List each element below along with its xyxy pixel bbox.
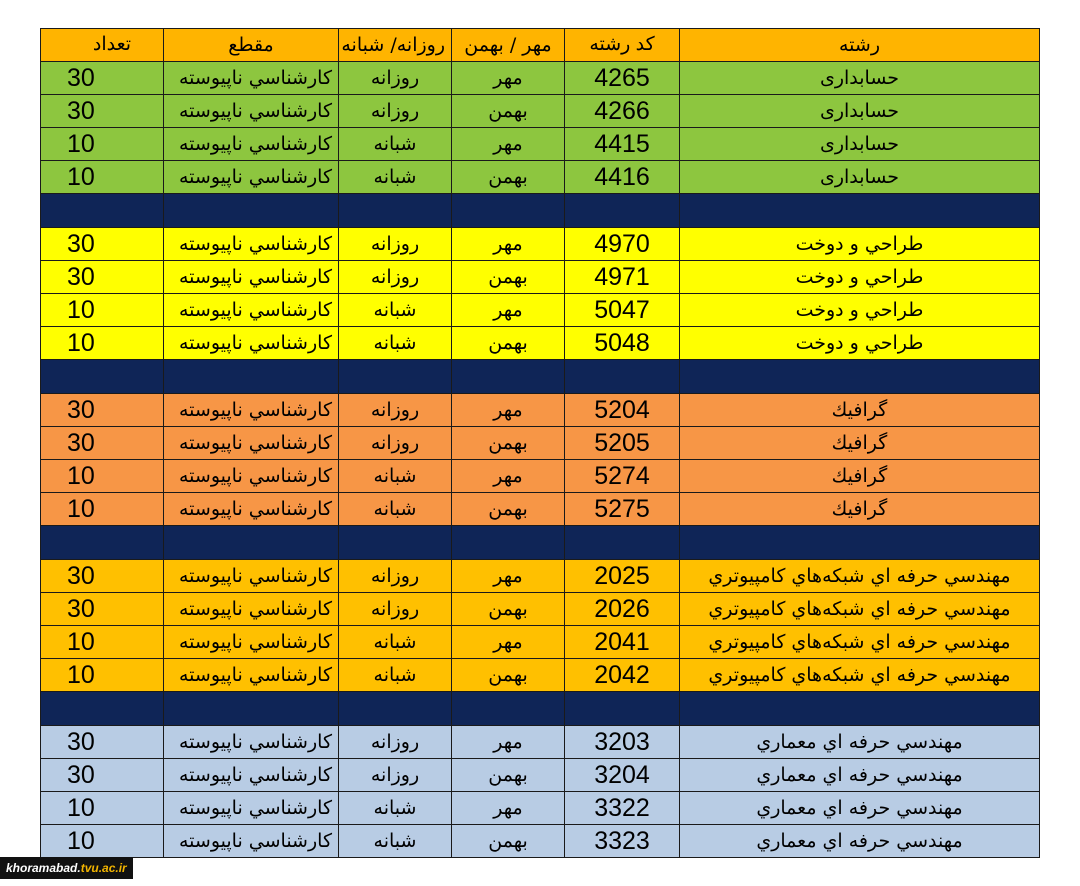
group-separator-row xyxy=(41,526,1040,560)
cell-count: 10 xyxy=(41,327,164,360)
cell-semester: بهمن xyxy=(452,261,565,294)
cell-semester: مهر xyxy=(452,626,565,659)
watermark-prefix: khoramabad. xyxy=(6,861,81,875)
separator-cell xyxy=(565,692,680,726)
cell-shift: روزانه xyxy=(339,726,452,759)
separator-cell xyxy=(164,194,339,228)
cell-count: 10 xyxy=(41,493,164,526)
cell-code: 4265 xyxy=(565,62,680,95)
table-row xyxy=(41,792,1040,825)
table-row xyxy=(41,593,1040,626)
cell-shift: روزانه xyxy=(339,394,452,427)
cell-field: مهندسي حرفه اي معماري xyxy=(680,792,1040,825)
cell-field: طراحي و دوخت xyxy=(680,228,1040,261)
cell-code: 5047 xyxy=(565,294,680,327)
separator-cell xyxy=(41,360,164,394)
cell-shift: روزانه xyxy=(339,593,452,626)
cell-count: 10 xyxy=(41,128,164,161)
cell-code: 3203 xyxy=(565,726,680,759)
cell-field: گرافيك xyxy=(680,493,1040,526)
header-semester: مهر / بهمن xyxy=(452,29,565,62)
cell-semester: بهمن xyxy=(452,659,565,692)
header-field: رشته xyxy=(680,29,1040,62)
cell-level: كارشناسي ناپيوسته xyxy=(164,128,339,161)
cell-field: گرافيك xyxy=(680,394,1040,427)
cell-count: 30 xyxy=(41,394,164,427)
header-code: کد رشته xyxy=(565,29,680,62)
cell-count: 30 xyxy=(41,261,164,294)
cell-field: مهندسي حرفه اي معماري xyxy=(680,825,1040,858)
cell-level: كارشناسي ناپيوسته xyxy=(164,759,339,792)
cell-field: حسابداری xyxy=(680,62,1040,95)
cell-code: 5048 xyxy=(565,327,680,360)
watermark-domain: tvu.ac.ir xyxy=(80,861,127,875)
group-separator-row xyxy=(41,194,1040,228)
cell-semester: بهمن xyxy=(452,759,565,792)
cell-count: 10 xyxy=(41,161,164,194)
cell-code: 4971 xyxy=(565,261,680,294)
cell-field: مهندسي حرفه اي شبكه‌هاي كامپيوتري xyxy=(680,593,1040,626)
cell-shift: شبانه xyxy=(339,659,452,692)
separator-cell xyxy=(565,360,680,394)
site-watermark xyxy=(0,857,133,879)
cell-code: 5204 xyxy=(565,394,680,427)
separator-cell xyxy=(452,692,565,726)
separator-cell xyxy=(452,526,565,560)
cell-shift: شبانه xyxy=(339,493,452,526)
cell-semester: بهمن xyxy=(452,327,565,360)
cell-level: كارشناسي ناپيوسته xyxy=(164,427,339,460)
cell-field: طراحي و دوخت xyxy=(680,261,1040,294)
cell-field: گرافيك xyxy=(680,427,1040,460)
cell-shift: روزانه xyxy=(339,228,452,261)
cell-count: 10 xyxy=(41,792,164,825)
cell-shift: شبانه xyxy=(339,792,452,825)
cell-level: كارشناسي ناپيوسته xyxy=(164,394,339,427)
cell-level: كارشناسي ناپيوسته xyxy=(164,593,339,626)
table-row xyxy=(41,726,1040,759)
cell-shift: شبانه xyxy=(339,825,452,858)
cell-count: 30 xyxy=(41,228,164,261)
table-row xyxy=(41,294,1040,327)
cell-level: كارشناسي ناپيوسته xyxy=(164,659,339,692)
separator-cell xyxy=(41,526,164,560)
separator-cell xyxy=(452,360,565,394)
admissions-table-body xyxy=(41,29,1040,858)
cell-level: كارشناسي ناپيوسته xyxy=(164,261,339,294)
cell-level: كارشناسي ناپيوسته xyxy=(164,493,339,526)
table-row xyxy=(41,128,1040,161)
cell-count: 30 xyxy=(41,62,164,95)
cell-semester: بهمن xyxy=(452,593,565,626)
header-count: تعداد xyxy=(41,29,164,62)
separator-cell xyxy=(680,526,1040,560)
cell-semester: مهر xyxy=(452,394,565,427)
cell-level: كارشناسي ناپيوسته xyxy=(164,460,339,493)
separator-cell xyxy=(164,526,339,560)
cell-code: 2025 xyxy=(565,560,680,593)
cell-semester: مهر xyxy=(452,460,565,493)
cell-field: گرافيك xyxy=(680,460,1040,493)
cell-field: طراحي و دوخت xyxy=(680,327,1040,360)
cell-semester: مهر xyxy=(452,726,565,759)
cell-level: كارشناسي ناپيوسته xyxy=(164,161,339,194)
table-row xyxy=(41,659,1040,692)
separator-cell xyxy=(339,360,452,394)
cell-code: 3322 xyxy=(565,792,680,825)
cell-field: حسابداری xyxy=(680,95,1040,128)
separator-cell xyxy=(680,360,1040,394)
cell-semester: مهر xyxy=(452,792,565,825)
cell-semester: بهمن xyxy=(452,427,565,460)
cell-shift: شبانه xyxy=(339,626,452,659)
cell-field: مهندسي حرفه اي شبكه‌هاي كامپيوتري xyxy=(680,560,1040,593)
cell-level: كارشناسي ناپيوسته xyxy=(164,95,339,128)
cell-count: 30 xyxy=(41,726,164,759)
cell-level: كارشناسي ناپيوسته xyxy=(164,825,339,858)
separator-cell xyxy=(452,194,565,228)
cell-count: 30 xyxy=(41,759,164,792)
cell-count: 30 xyxy=(41,560,164,593)
cell-code: 2041 xyxy=(565,626,680,659)
cell-level: كارشناسي ناپيوسته xyxy=(164,560,339,593)
separator-cell xyxy=(164,692,339,726)
table-row xyxy=(41,261,1040,294)
separator-cell xyxy=(565,194,680,228)
cell-semester: مهر xyxy=(452,294,565,327)
cell-level: كارشناسي ناپيوسته xyxy=(164,62,339,95)
table-row xyxy=(41,460,1040,493)
group-separator-row xyxy=(41,360,1040,394)
table-row xyxy=(41,626,1040,659)
cell-shift: روزانه xyxy=(339,62,452,95)
cell-count: 30 xyxy=(41,95,164,128)
cell-code: 5274 xyxy=(565,460,680,493)
cell-code: 4416 xyxy=(565,161,680,194)
cell-field: حسابداری xyxy=(680,128,1040,161)
cell-level: كارشناسي ناپيوسته xyxy=(164,294,339,327)
cell-semester: بهمن xyxy=(452,95,565,128)
table-row xyxy=(41,759,1040,792)
table-row xyxy=(41,327,1040,360)
table-row xyxy=(41,228,1040,261)
separator-cell xyxy=(339,194,452,228)
cell-level: كارشناسي ناپيوسته xyxy=(164,228,339,261)
header-row xyxy=(41,29,1040,62)
table-row xyxy=(41,394,1040,427)
cell-code: 3204 xyxy=(565,759,680,792)
cell-code: 2026 xyxy=(565,593,680,626)
cell-code: 2042 xyxy=(565,659,680,692)
separator-cell xyxy=(680,194,1040,228)
cell-count: 30 xyxy=(41,593,164,626)
table-row xyxy=(41,825,1040,858)
cell-shift: روزانه xyxy=(339,95,452,128)
table-row xyxy=(41,427,1040,460)
separator-cell xyxy=(41,692,164,726)
header-shift: روزانه/ شبانه xyxy=(339,29,452,62)
cell-count: 10 xyxy=(41,825,164,858)
cell-semester: بهمن xyxy=(452,825,565,858)
cell-code: 4415 xyxy=(565,128,680,161)
cell-level: كارشناسي ناپيوسته xyxy=(164,327,339,360)
cell-code: 5205 xyxy=(565,427,680,460)
cell-field: طراحي و دوخت xyxy=(680,294,1040,327)
cell-count: 10 xyxy=(41,659,164,692)
cell-shift: روزانه xyxy=(339,560,452,593)
separator-cell xyxy=(339,692,452,726)
cell-code: 3323 xyxy=(565,825,680,858)
table-row xyxy=(41,95,1040,128)
cell-level: كارشناسي ناپيوسته xyxy=(164,792,339,825)
table-row xyxy=(41,560,1040,593)
cell-code: 5275 xyxy=(565,493,680,526)
cell-semester: مهر xyxy=(452,62,565,95)
cell-level: كارشناسي ناپيوسته xyxy=(164,626,339,659)
table-row xyxy=(41,62,1040,95)
cell-semester: مهر xyxy=(452,128,565,161)
separator-cell xyxy=(164,360,339,394)
cell-semester: مهر xyxy=(452,228,565,261)
cell-semester: بهمن xyxy=(452,161,565,194)
cell-shift: شبانه xyxy=(339,460,452,493)
table-row xyxy=(41,161,1040,194)
cell-field: مهندسي حرفه اي شبكه‌هاي كامپيوتري xyxy=(680,626,1040,659)
cell-level: كارشناسي ناپيوسته xyxy=(164,726,339,759)
cell-semester: مهر xyxy=(452,560,565,593)
cell-shift: شبانه xyxy=(339,161,452,194)
cell-count: 30 xyxy=(41,427,164,460)
cell-field: مهندسي حرفه اي معماري xyxy=(680,726,1040,759)
cell-shift: شبانه xyxy=(339,294,452,327)
cell-shift: شبانه xyxy=(339,327,452,360)
cell-field: مهندسي حرفه اي شبكه‌هاي كامپيوتري xyxy=(680,659,1040,692)
cell-shift: روزانه xyxy=(339,427,452,460)
group-separator-row xyxy=(41,692,1040,726)
cell-code: 4266 xyxy=(565,95,680,128)
cell-field: مهندسي حرفه اي معماري xyxy=(680,759,1040,792)
cell-count: 10 xyxy=(41,460,164,493)
cell-semester: بهمن xyxy=(452,493,565,526)
table-row xyxy=(41,493,1040,526)
cell-count: 10 xyxy=(41,294,164,327)
cell-count: 10 xyxy=(41,626,164,659)
cell-code: 4970 xyxy=(565,228,680,261)
cell-field: حسابداری xyxy=(680,161,1040,194)
separator-cell xyxy=(680,692,1040,726)
separator-cell xyxy=(41,194,164,228)
cell-shift: شبانه xyxy=(339,128,452,161)
separator-cell xyxy=(339,526,452,560)
cell-shift: روزانه xyxy=(339,759,452,792)
admissions-table xyxy=(40,28,1040,858)
cell-shift: روزانه xyxy=(339,261,452,294)
header-level: مقطع xyxy=(164,29,339,62)
separator-cell xyxy=(565,526,680,560)
